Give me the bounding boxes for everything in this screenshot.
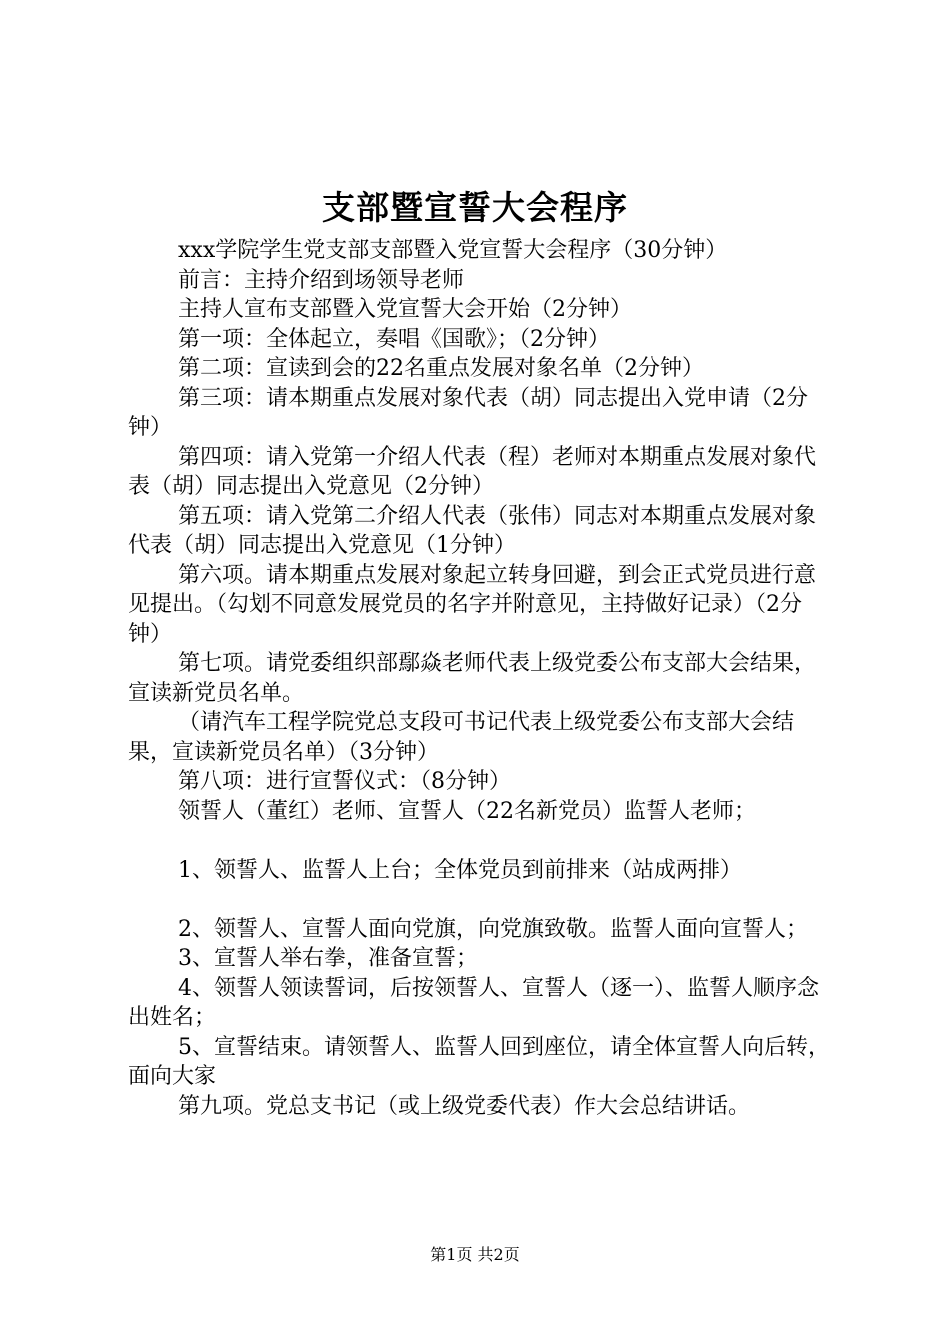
paragraph-oath-step-5: 5、宣誓结束。请领誓人、监誓人回到座位，请全体宣誓人向后转，面向大家	[128, 1034, 830, 1089]
paragraph-opening: 主持人宣布支部暨入党宣誓大会开始（2分钟）	[178, 297, 632, 322]
paragraph-item-2: 第二项：宣读到会的22名重点发展对象名单（2分钟）	[178, 356, 704, 381]
blank-line	[128, 826, 834, 856]
paragraph-preface: 前言：主持介绍到场领导老师	[178, 267, 465, 293]
paragraph-item-4: 第四项：请入党第一介绍人代表（程）老师对本期重点发展对象代表（胡）同志提出入党意见（2分钟）	[128, 444, 817, 499]
paragraph-oath-roles: 领誓人（董红）老师、宣誓人（22名新党员）监誓人老师；	[178, 798, 756, 824]
paragraph-oath-step-4: 4、领誓人领读誓词，后按领誓人、宣誓人（逐一）、监誓人顺序念出姓名；	[128, 975, 819, 1030]
paragraph-oath-step-2: 2、领誓人、宣誓人面向党旗，向党旗致敬。监誓人面向宣誓人；	[178, 916, 808, 942]
paragraph-oath-step-3: 3、宣誓人举右拳，准备宣誓；	[178, 946, 478, 971]
page-number-footer: 第1页 共2页	[430, 1245, 520, 1264]
document-title: 支部暨宣誓大会程序	[322, 188, 628, 227]
document-body	[128, 236, 834, 1121]
paragraph-item-9: 第九项。党总支书记（或上级党委代表）作大会总结讲话。	[178, 1093, 751, 1119]
paragraph-item-3: 第三项：请本期重点发展对象代表（胡）同志提出入党申请（2分钟）	[128, 385, 808, 440]
blank-line	[128, 885, 834, 915]
paragraph-item-7-note: （请汽车工程学院党总支段可书记代表上级党委公布支部大会结果，宣读新党员名单）（3分钟）	[128, 710, 795, 765]
paragraph-item-6: 第六项。请本期重点发展对象起立转身回避，到会正式党员进行意见提出。（勾划不同意发展党员的名字并附意见，主持做好记录）（2分钟）	[128, 562, 817, 647]
paragraph-item-1: 第一项：全体起立，奏唱《国歌》；（2分钟）	[178, 326, 610, 352]
paragraph-item-7: 第七项。请党委组织部鄢焱老师代表上级党委公布支部大会结果，宣读新党员名单。	[128, 651, 817, 706]
paragraph-intro: xxx学院学生党支部支部暨入党宣誓大会程序（30分钟）	[178, 238, 728, 263]
paragraph-oath-step-1: 1、领誓人、监誓人上台；全体党员到前排来（站成两排）	[178, 857, 742, 883]
paragraph-item-8: 第八项：进行宣誓仪式：（8分钟）	[178, 769, 511, 794]
paragraph-item-5: 第五项：请入党第二介绍人代表（张伟）同志对本期重点发展对象代表（胡）同志提出入党意见（1分钟）	[128, 503, 817, 558]
